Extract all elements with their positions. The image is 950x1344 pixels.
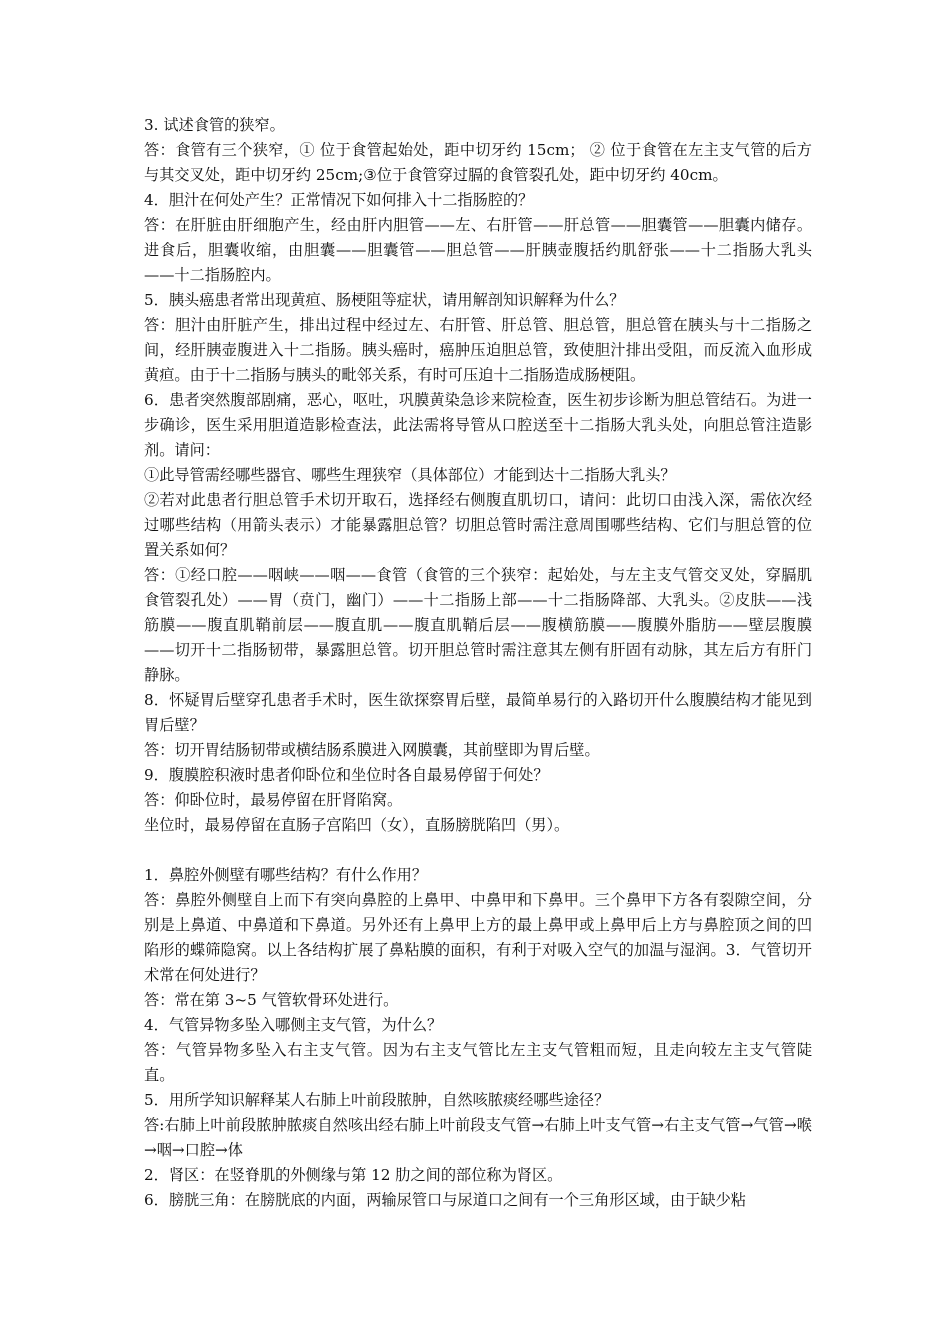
question-6-title: 6．患者突然腹部剧痛，恶心，呕吐，巩膜黄染急诊来院检查，医生初步诊断为胆总管结石。为进一步确诊，医生采用胆道造影检查法，此法需将导管从口腔送至十二指肠大乳头处，向胆总管注造影剂。请问： (144, 391, 812, 459)
answer-5b-text: 答:右肺上叶前段脓肿脓痰自然咳出经右肺上叶前段支气管→右肺上叶支气管→右主支气管→气管→喉→咽→口腔→体 (144, 1116, 812, 1159)
answer-1-text: 答：鼻腔外侧壁自上而下有突向鼻腔的上鼻甲、中鼻甲和下鼻甲。三个鼻甲下方各有裂隙空间，分别是上鼻道、中鼻道和下鼻道。另外还有上鼻甲上方的最上鼻甲或上鼻甲后上方与鼻腔顶之间的凹陷形的蝶筛隐窝。以上各结构扩展了鼻粘膜的面积，有利于对吸入空气的加温与湿润。3．气管切开术常在何处进行？ (144, 891, 812, 984)
question-4-title: 4．胆汁在何处产生？正常情况下如何排入十二指肠腔的？ (144, 191, 534, 209)
answer-6-text: 答：①经口腔——咽峡——咽——食管（食管的三个狭窄：起始处，与左主支气管交叉处，穿膈肌食管裂孔处）——胃（贲门，幽门）——十二指肠上部——十二指肠降部、大乳头。②皮肤——浅筋膜——腹直肌鞘前层——腹直肌——腹直肌鞘后层——腹横筋膜——腹膜外脂肪——壁层腹膜——切开十二指肠韧带，暴露胆总管。切开胆总管时需注意其左侧有肝固有动脉，其左后方有肝门静脉。 (144, 566, 813, 684)
answer-4-text: 答：在肝脏由肝细胞产生，经由肝内胆管——左、右肝管——肝总管——胆囊管——胆囊内储存。进食后，胆囊收缩，由胆囊——胆囊管——胆总管——肝胰壶腹括约肌舒张——十二指肠大乳头——十二指肠腔内。 (144, 216, 812, 284)
question-6-part-1: ①此导管需经哪些器官、哪些生理狭窄（具体部位）才能到达十二指肠大乳头？ (144, 466, 676, 484)
answer-5-text: 答：胆汁由肝脏产生，排出过程中经过左、右肝管、肝总管、胆总管，胆总管在胰头与十二指肠之间，经肝胰壶腹进入十二指肠。胰头癌时，癌肿压迫胆总管，致使胆汁排出受阻，而反流入血形成黄疸。由于十二指肠与胰头的毗邻关系，有时可压迫十二指肠造成肠梗阻。 (144, 316, 812, 384)
answer-3b-text: 答：常在第 3~5 气管软骨环处进行。 (144, 991, 399, 1009)
question-3-title: 3. 试述食管的狭窄。 (144, 116, 285, 134)
answer-8-text: 答：切开胃结肠韧带或横结肠系膜进入网膜囊，其前壁即为胃后壁。 (144, 741, 600, 759)
question-5-title: 5．胰头癌患者常出现黄疸、肠梗阻等症状，请用解剖知识解释为什么？ (144, 291, 625, 309)
question-1-title: 1．鼻腔外侧壁有哪些结构？有什么作用？ (144, 866, 428, 884)
answer-4b-text: 答：气管异物多坠入右主支气管。因为右主支气管比左主支气管粗而短，且走向较左主支气管陡直。 (144, 1041, 812, 1084)
section-spacer (144, 838, 812, 863)
question-4b-title: 4．气管异物多坠入哪侧主支气管，为什么？ (144, 1016, 443, 1034)
question-9-title: 9．腹膜腔积液时患者仰卧位和坐位时各自最易停留于何处？ (144, 766, 549, 784)
answer-3-text: 答：食管有三个狭窄，① 位于食管起始处，距中切牙约 15cm； ② 位于食管在左主支气管的后方与其交叉处，距中切牙约 25cm;③位于食管穿过膈的食管裂孔处，距中切牙约 40cm。 (144, 141, 812, 184)
question-5b-title: 5．用所学知识解释某人右肺上叶前段脓肿，自然咳脓痰经哪些途径？ (144, 1091, 610, 1109)
answer-9-text-sitting: 坐位时，最易停留在直肠子宫陷凹（女），直肠膀胱陷凹（男）。 (144, 816, 570, 834)
answer-9-text-supine: 答：仰卧位时，最易停留在肝肾陷窝。 (144, 791, 403, 809)
definition-bladder-trigone: 6．膀胱三角：在膀胱底的内面，两输尿管口与尿道口之间有一个三角形区域，由于缺少粘 (144, 1191, 746, 1209)
question-8-title: 8．怀疑胃后壁穿孔患者手术时，医生欲探察胃后壁，最简单易行的入路切开什么腹膜结构才能见到胃后壁？ (144, 691, 812, 734)
question-6-part-2: ②若对此患者行胆总管手术切开取石，选择经右侧腹直肌切口，请问：此切口由浅入深，需依次经过哪些结构（用箭头表示）才能暴露胆总管？切胆总管时需注意周围哪些结构、它们与胆总管的位置关系如何？ (144, 491, 812, 559)
definition-kidney-region: 2．肾区：在竖脊肌的外侧缘与第 12 肋之间的部位称为肾区。 (144, 1166, 563, 1184)
document-page (144, 113, 812, 1213)
